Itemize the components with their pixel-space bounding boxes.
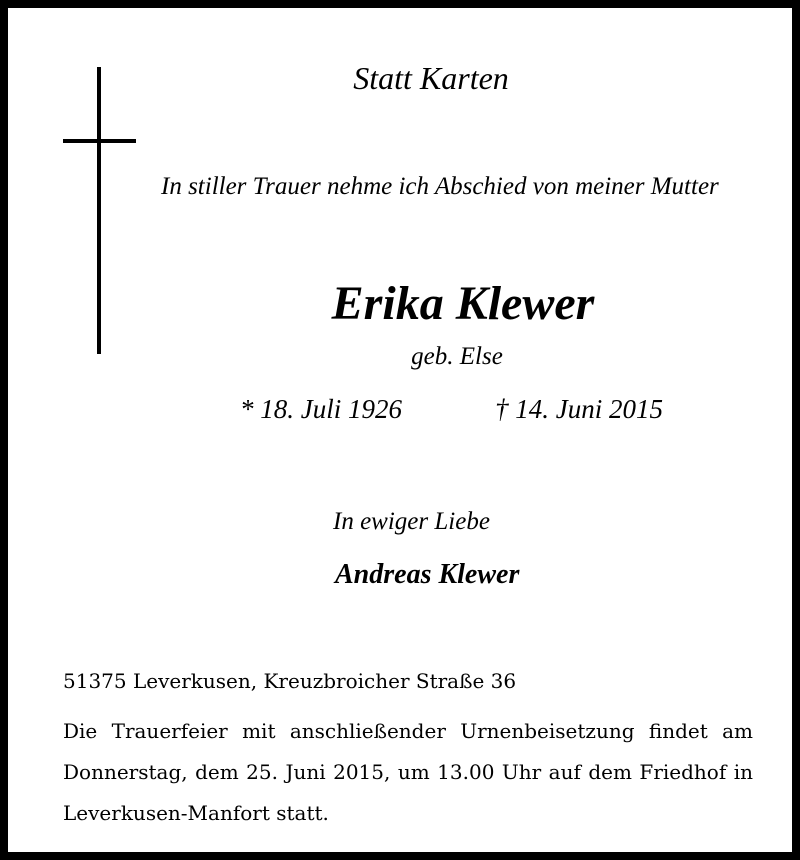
mourner-name: Andreas Klewer [335, 559, 520, 590]
deceased-name: Erika Klewer [331, 277, 595, 330]
intro-text: In stiller Trauer nehme ich Abschied von meiner Mutter [161, 173, 719, 200]
mourner-address: 51375 Leverkusen, Kreuzbroicher Straße 36 [63, 669, 517, 693]
death-date: † 14. Juni 2015 [495, 394, 663, 424]
birth-date: * 18. Juli 1926 [240, 394, 402, 424]
cross-horizontal-bar [63, 139, 136, 143]
closing-phrase: In ewiger Liebe [333, 508, 490, 535]
notice-heading: Statt Karten [353, 60, 509, 96]
birth-name: geb. Else [411, 343, 503, 370]
ceremony-details: Die Trauerfeier mit anschließender Urnenbeisetzung findet am Donnerstag, dem 25. Juni 2015, um 13.00 Uhr auf dem Friedhof in Leverkusen-Manfort statt. [63, 719, 753, 825]
